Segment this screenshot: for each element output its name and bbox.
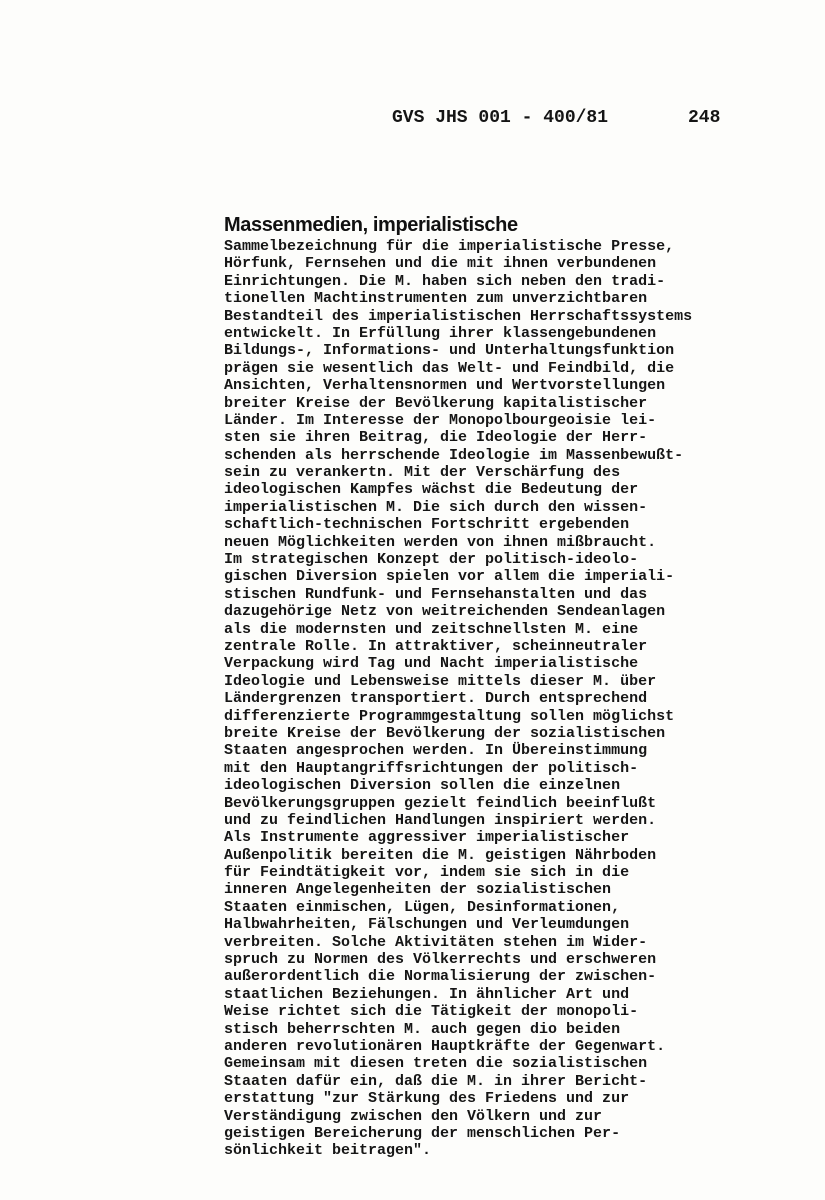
entry-text-line: schenden als herrschende Ideologie im Massenbewußt-	[224, 446, 684, 464]
entry-text-line: Bevölkerungsgruppen gezielt feindlich beeinflußt	[224, 794, 657, 812]
entry-text-line: sönlichkeit beitragen".	[224, 1142, 432, 1160]
entry-text-line: staatlichen Beziehungen. In ähnlicher Art und	[224, 985, 630, 1003]
entry-text-line: verbreiten. Solche Aktivitäten stehen im Wider-	[224, 933, 648, 951]
entry-text-line: neuen Möglichkeiten werden von ihnen mißbraucht.	[224, 533, 657, 551]
entry-text-line: sein zu verankertn. Mit der Verschärfung des	[224, 464, 621, 482]
entry-text-line: Ansichten, Verhaltensnormen und Wertvorstellungen	[224, 377, 666, 395]
entry-title: Massenmedien, imperialistische	[224, 214, 518, 236]
dictionary-entry	[224, 214, 744, 1160]
entry-text-line: Gemeinsam mit diesen treten die sozialistischen	[224, 1055, 648, 1073]
entry-text-line: differenzierte Programmgestaltung sollen möglichst	[224, 707, 675, 725]
entry-text-line: Bildungs-, Informations- und Unterhaltungsfunktion	[224, 342, 675, 360]
page-number: 248	[688, 108, 721, 128]
entry-text-line: geistigen Bereicherung der menschlichen Per-	[224, 1124, 621, 1142]
entry-text-line: breiter Kreise der Bevölkerung kapitalistischer	[224, 394, 648, 412]
entry-text-line: Ideologie und Lebensweise mittels dieser M. über	[224, 672, 657, 690]
entry-text-line: Staaten dafür ein, daß die M. in ihrer Bericht-	[224, 1072, 648, 1090]
entry-text-line: dazugehörige Netz von weitreichenden Sendeanlagen	[224, 603, 666, 621]
entry-text-line: stischen Rundfunk- und Fernsehanstalten und das	[224, 585, 648, 603]
entry-text-line: Im strategischen Konzept der politisch-ideolo-	[224, 551, 639, 569]
document-reference: GVS JHS 001 - 400/81	[392, 108, 609, 128]
entry-text-line: erstattung "zur Stärkung des Friedens und zur	[224, 1090, 630, 1108]
entry-text-line: tionellen Machtinstrumenten zum unverzichtbaren	[224, 290, 648, 308]
entry-text-line: Hörfunk, Fernsehen und die mit ihnen verbundenen	[224, 255, 657, 273]
entry-text-line: Weise richtet sich die Tätigkeit der monopoli-	[224, 1003, 639, 1021]
entry-text-line: Verständigung zwischen den Völkern und zur	[224, 1107, 603, 1125]
entry-text-line: ideologischen Diversion sollen die einzelnen	[224, 777, 621, 795]
entry-text-line: Sammelbezeichnung für die imperialistische Presse,	[224, 238, 675, 255]
entry-text-line: zentrale Rolle. In attraktiver, scheinneutraler	[224, 637, 648, 655]
entry-body	[224, 238, 744, 1160]
entry-text-line: prägen sie wesentlich das Welt- und Feindbild, die	[224, 359, 675, 377]
entry-text-line: Als Instrumente aggressiver imperialistischer	[224, 829, 630, 847]
entry-text-line: inneren Angelegenheiten der sozialistischen	[224, 881, 612, 899]
entry-text-line: für Feindtätigkeit vor, indem sie sich in die	[224, 864, 630, 882]
entry-text-line: und zu feindlichen Handlungen inspiriert werden.	[224, 811, 657, 829]
entry-text-line: als die modernsten und zeitschnellsten M. eine	[224, 620, 639, 638]
entry-text-line: anderen revolutionären Hauptkräfte der Gegenwart.	[224, 1037, 666, 1055]
entry-text-line: Halbwahrheiten, Fälschungen und Verleumdungen	[224, 916, 630, 934]
entry-text-line: schaftlich-technischen Fortschritt ergebenden	[224, 516, 630, 534]
entry-text-line: mit den Hauptangriffsrichtungen der politisch-	[224, 759, 639, 777]
entry-text-line: ideologischen Kampfes wächst die Bedeutung der	[224, 481, 639, 499]
entry-text-line: imperialistischen M. Die sich durch den wissen-	[224, 498, 648, 516]
entry-text-line: Ländergrenzen transportiert. Durch entsprechend	[224, 690, 648, 708]
entry-text-line: außerordentlich die Normalisierung der zwischen-	[224, 968, 657, 986]
entry-text-line: sten sie ihren Beitrag, die Ideologie der Herr-	[224, 429, 648, 447]
entry-text-line: Bestandteil des imperialistischen Herrschaftssystems	[224, 307, 693, 325]
entry-text-line: Verpackung wird Tag und Nacht imperialistische	[224, 655, 639, 673]
entry-text-line: Außenpolitik bereiten die M. geistigen Nährboden	[224, 846, 657, 864]
entry-text-line: Staaten einmischen, Lügen, Desinformationen,	[224, 898, 621, 916]
entry-text-line: Einrichtungen. Die M. haben sich neben den tradi-	[224, 272, 666, 290]
entry-text-line: spruch zu Normen des Völkerrechts und erschweren	[224, 951, 657, 969]
entry-text-line: breite Kreise der Bevölkerung der sozialistischen	[224, 724, 666, 742]
entry-text-line: Staaten angesprochen werden. In Übereinstimmung	[224, 742, 648, 760]
entry-text-line: Länder. Im Interesse der Monopolbourgeoisie lei-	[224, 411, 657, 429]
entry-text-line: gischen Diversion spielen vor allem die imperiali-	[224, 568, 675, 586]
entry-text-line: entwickelt. In Erfüllung ihrer klassengebundenen	[224, 324, 657, 342]
entry-text-line: stisch beherrschten M. auch gegen dio beiden	[224, 1020, 621, 1038]
